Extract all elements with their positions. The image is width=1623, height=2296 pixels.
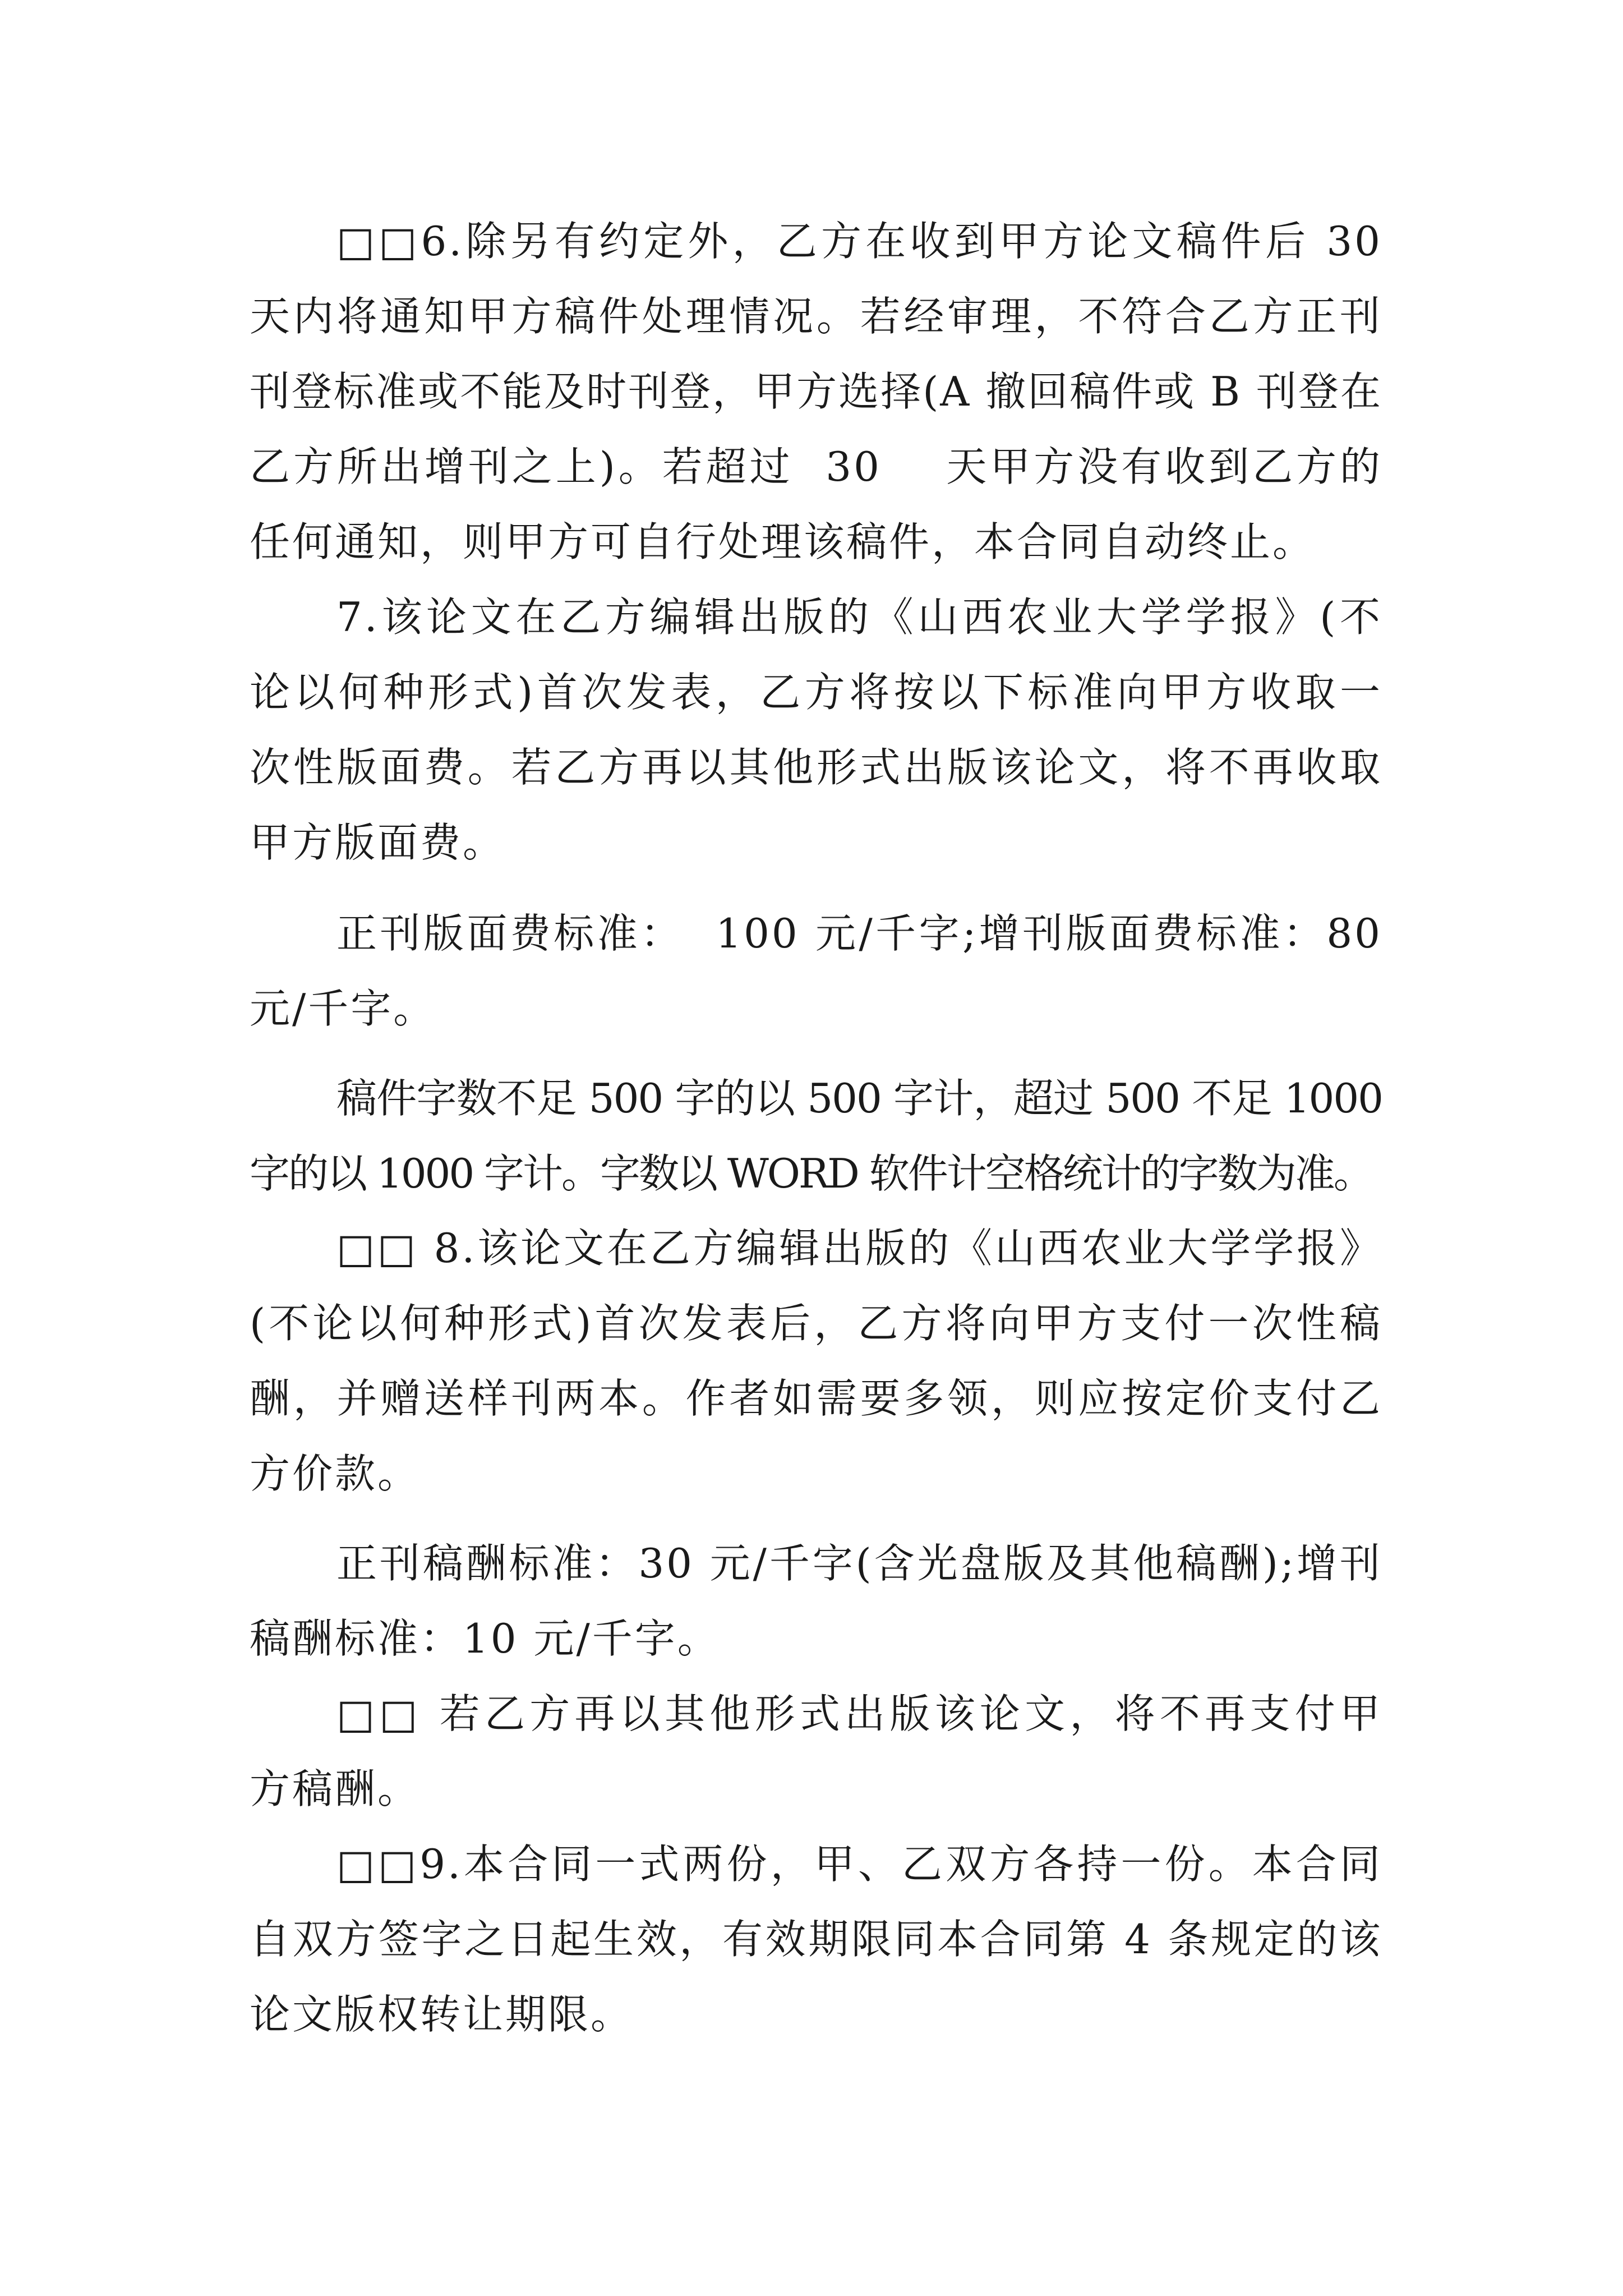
text-line: □□ 8.该论文在乙方编辑出版的《山西农业大学学报》 xyxy=(336,1225,1382,1272)
text-line: 酬，并赠送样刊两本。作者如需要多领，则应按定价支付乙 xyxy=(250,1375,1382,1422)
text-line: 论以何种形式)首次发表，乙方将按以下标准向甲方收取一 xyxy=(250,669,1382,716)
text-line: □□9.本合同一式两份，甲、乙双方各持一份。本合同 xyxy=(336,1841,1382,1888)
text-line: □□ 若乙方再以其他形式出版该论文，将不再支付甲 xyxy=(336,1690,1382,1737)
text-line: 甲方版面费。 xyxy=(250,819,506,866)
text-line: 7.该论文在乙方编辑出版的《山西农业大学学报》(不 xyxy=(336,593,1382,641)
text-line: 天内将通知甲方稿件处理情况。若经审理，不符合乙方正刊 xyxy=(250,293,1382,340)
text-line: (不论以何种形式)首次发表后，乙方将向甲方支付一次性稿 xyxy=(250,1300,1382,1347)
text-line: 字的以 1000 字计。字数以 WORD 软件计空格统计的字数为准。 xyxy=(250,1150,1372,1197)
text-line: □□6.除另有约定外，乙方在收到甲方论文稿件后 30 xyxy=(336,218,1382,265)
text-line: 次性版面费。若乙方再以其他形式出版该论文，将不再收取 xyxy=(250,744,1382,791)
text-line: 正刊版面费标准： 100 元/千字;增刊版面费标准：80 xyxy=(336,910,1382,957)
text-line: 稿酬标准：10 元/千字。 xyxy=(250,1615,720,1662)
text-line: 正刊稿酬标准：30 元/千字(含光盘版及其他稿酬);增刊 xyxy=(336,1540,1382,1587)
text-line: 任何通知，则甲方可自行处理该稿件，本合同自动终止。 xyxy=(250,518,1316,565)
text-line: 方价款。 xyxy=(250,1450,421,1497)
text-line: 乙方所出增刊之上)。若超过 30 天甲方没有收到乙方的 xyxy=(250,443,1382,490)
text-line: 方稿酬。 xyxy=(250,1765,421,1812)
text-line: 稿件字数不足 500 字的以 500 字计，超过 500 不足 1000 xyxy=(336,1075,1382,1122)
text-line: 刊登标准或不能及时刊登，甲方选择(A 撤回稿件或 B 刊登在 xyxy=(250,368,1382,415)
text-line: 论文版权转让期限。 xyxy=(250,1991,634,2038)
text-line: 自双方签字之日起生效，有效期限同本合同第 4 条规定的该 xyxy=(250,1916,1382,1963)
text-line: 元/千字。 xyxy=(250,985,436,1032)
